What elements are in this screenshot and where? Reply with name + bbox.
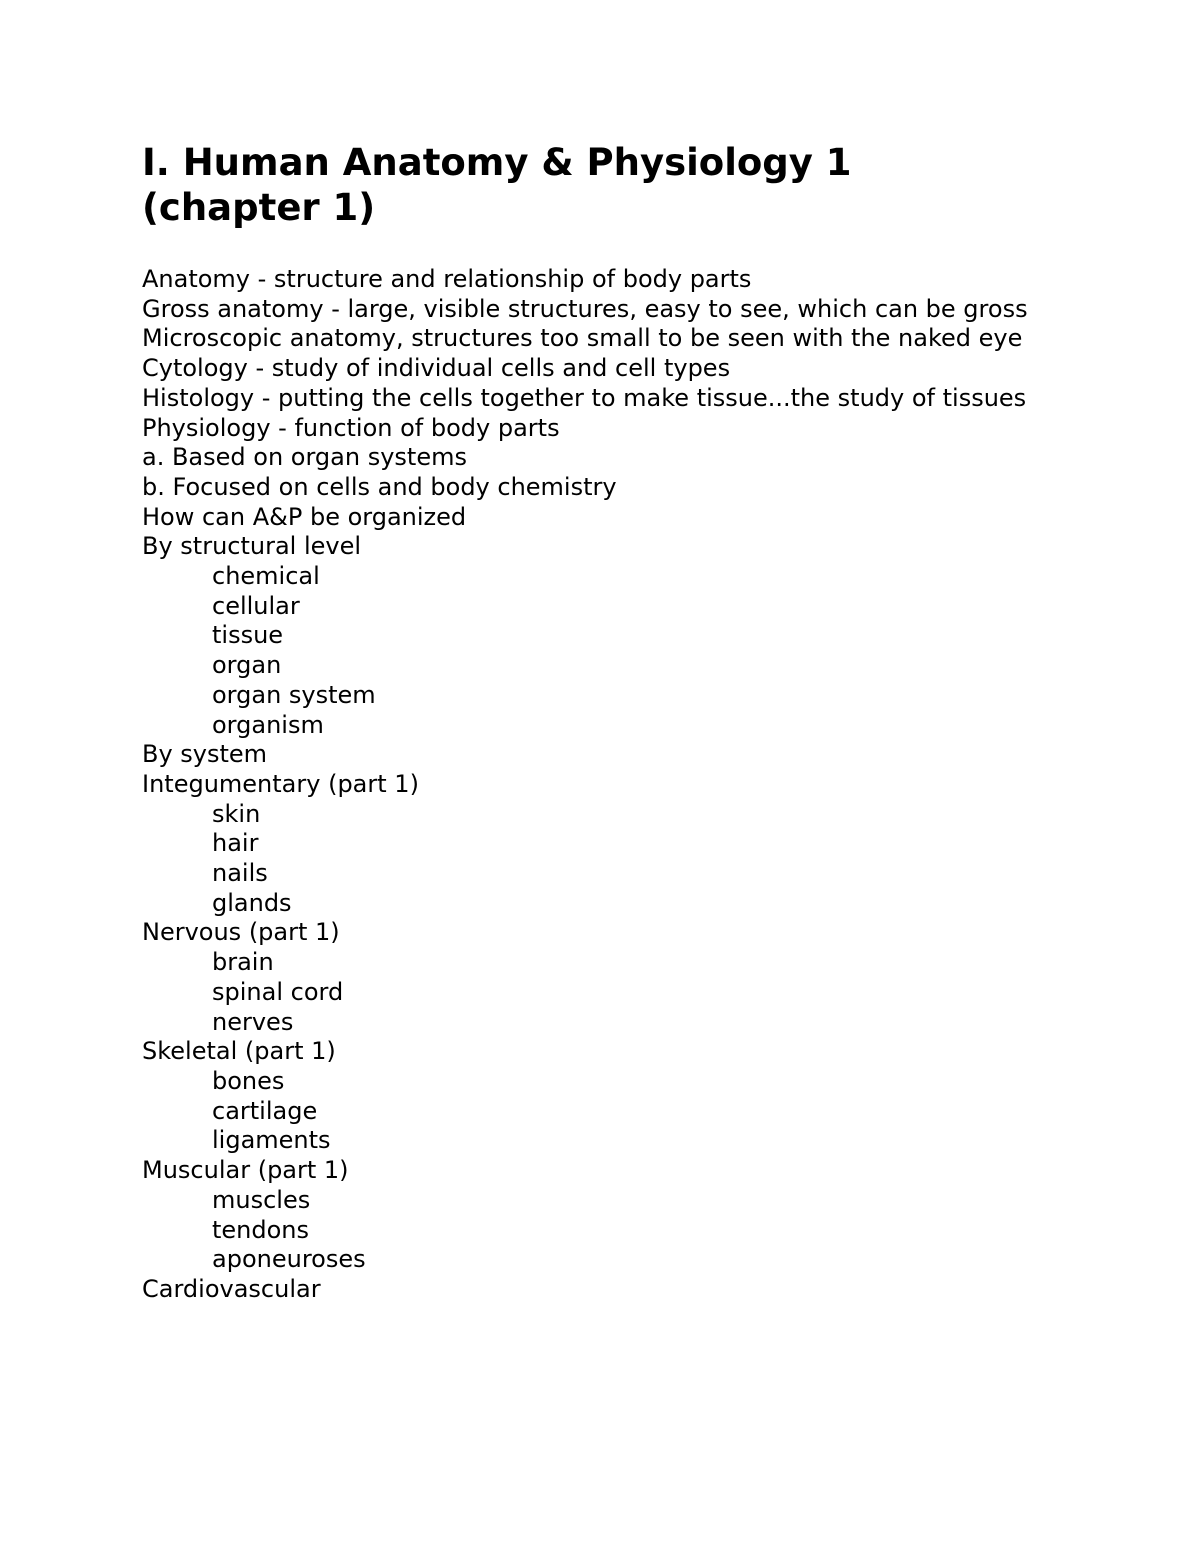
text-line: Nervous (part 1) [142, 918, 340, 947]
text-line: Integumentary (part 1) [142, 769, 419, 798]
list-sub-item: ligaments [212, 1126, 331, 1155]
list-sub-item: bones [212, 1066, 285, 1095]
text-line: Anatomy - structure and relationship of body parts [142, 265, 752, 293]
text-line: By system [142, 740, 268, 769]
text-line: Cytology - study of individual cells and cell types [142, 354, 731, 383]
list-sub-item: cartilage [212, 1096, 318, 1125]
list-sub-item: glands [212, 888, 292, 917]
list-sub-item: hair [212, 829, 259, 858]
text-line: How can A&P be organized [142, 502, 467, 531]
list-sub-item: organism [212, 710, 324, 739]
list-sub-item: aponeuroses [212, 1245, 366, 1274]
title-line-2: (chapter 1) [142, 186, 376, 229]
list-sub-item: tissue [212, 621, 284, 650]
text-line: a. Based on organ systems [142, 443, 467, 472]
document-body [142, 265, 1062, 1305]
text-line: Skeletal (part 1) [142, 1037, 336, 1066]
list-sub-item: brain [212, 948, 274, 977]
list-sub-item: nails [212, 859, 268, 888]
list-sub-item: nerves [212, 1007, 294, 1036]
text-line: b. Focused on cells and body chemistry [142, 472, 617, 501]
list-sub-item: skin [212, 799, 261, 828]
list-sub-item: cellular [212, 591, 300, 620]
list-sub-item: chemical [212, 562, 320, 591]
list-sub-item: muscles [212, 1185, 311, 1214]
list-sub-item: organ [212, 651, 282, 680]
text-line: Physiology - function of body parts [142, 413, 560, 442]
text-line: Histology - putting the cells together to make tissue...the study of tissues [142, 383, 1027, 412]
text-line: Cardiovascular [142, 1274, 321, 1303]
text-line: By structural level [142, 532, 362, 561]
list-sub-item: spinal cord [212, 977, 344, 1006]
list-sub-item: tendons [212, 1215, 310, 1244]
document-page [142, 140, 1062, 1305]
text-line: Gross anatomy - large, visible structures, easy to see, which can be gross [142, 294, 1028, 323]
text-line: Microscopic anatomy, structures too small to be seen with the naked eye [142, 324, 1023, 353]
text-line: Muscular (part 1) [142, 1156, 349, 1185]
list-sub-item: organ system [212, 680, 376, 709]
page-title [142, 140, 1062, 230]
title-line-1: I. Human Anatomy & Physiology 1 [142, 141, 852, 184]
